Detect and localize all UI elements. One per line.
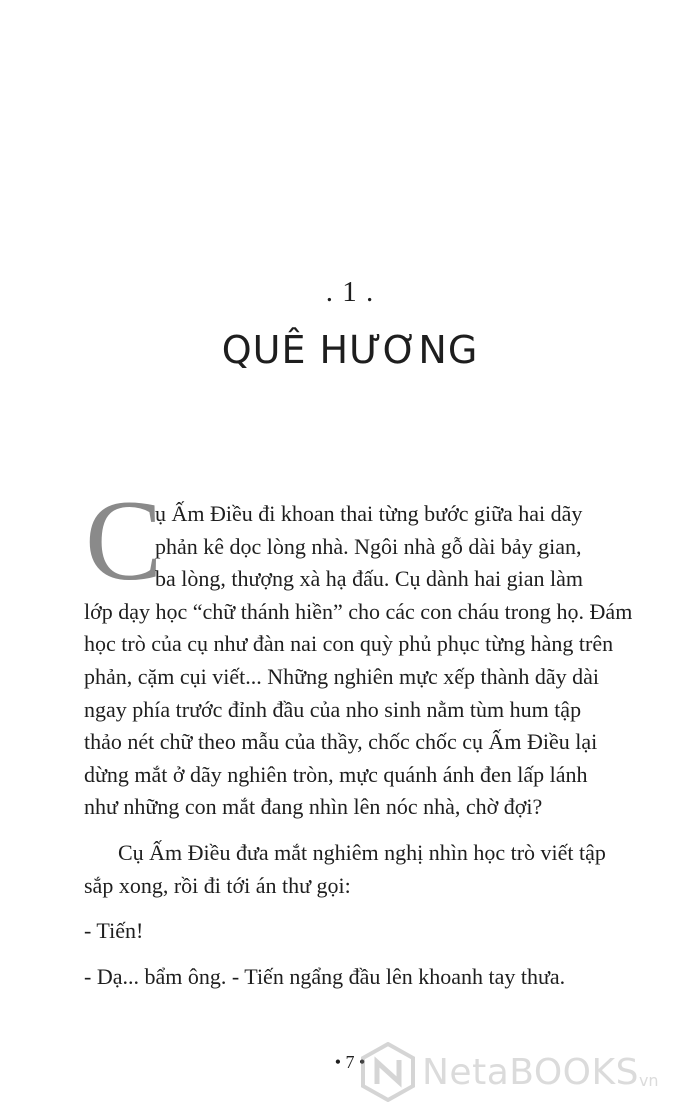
paragraph-3	[84, 915, 654, 948]
watermark-suffix: vn	[638, 1071, 659, 1090]
text-line: Cụ Ấm Điều đưa mắt nghiêm nghị nhìn học trò viết tập	[118, 839, 606, 865]
chapter-body	[84, 498, 654, 993]
text-line: ngay phía trước đỉnh đầu của nho sinh nằm tùm hum tập	[84, 696, 582, 722]
chapter-number: . 1 .	[325, 276, 375, 308]
page-number: • 7 •	[334, 1052, 366, 1072]
netabooks-logo-icon	[360, 1042, 416, 1102]
text-line: sắp xong, rồi đi tới án thư gọi:	[84, 872, 351, 898]
drop-cap: C	[85, 477, 163, 605]
chapter-title: QUÊ HƯƠNG	[221, 328, 479, 372]
text-line: ụ Ấm Điều đi khoan thai từng bước giữa hai dãy	[155, 501, 583, 526]
dialogue-line: - Dạ... bẩm ông. - Tiến ngẩng đầu lên khoanh tay thưa.	[84, 963, 566, 989]
text-line: phản, cặm cụi viết... Những nghiên mực xếp thành dãy dài	[84, 663, 600, 689]
text-line: ba lòng, thượng xà hạ đấu. Cụ dành hai gian làm	[155, 566, 584, 592]
paragraph-1	[84, 498, 654, 824]
publisher-watermark	[360, 1040, 690, 1104]
dialogue-line: - Tiến!	[84, 918, 144, 944]
paragraph-4	[84, 961, 654, 994]
text-line: như những con mắt đang nhìn lên nóc nhà, chờ đợi?	[84, 794, 543, 820]
text-line: phản kê dọc lòng nhà. Ngôi nhà gỗ dài bảy gian,	[155, 533, 582, 559]
text-line: dừng mắt ở dãy nghiên tròn, mực quánh ánh đen lấp lánh	[84, 761, 588, 787]
paragraph-2	[84, 837, 654, 902]
text-line: lớp dạy học “chữ thánh hiền” cho các con cháu trong họ. Đám	[84, 598, 633, 624]
text-line: học trò của cụ như đàn nai con quỳ phủ phục từng hàng trên	[84, 631, 614, 657]
watermark-text: NetaBOOKS	[422, 1051, 639, 1093]
text-line: thảo nét chữ theo mẫu của thầy, chốc chốc cụ Ấm Điều lại	[84, 729, 598, 755]
